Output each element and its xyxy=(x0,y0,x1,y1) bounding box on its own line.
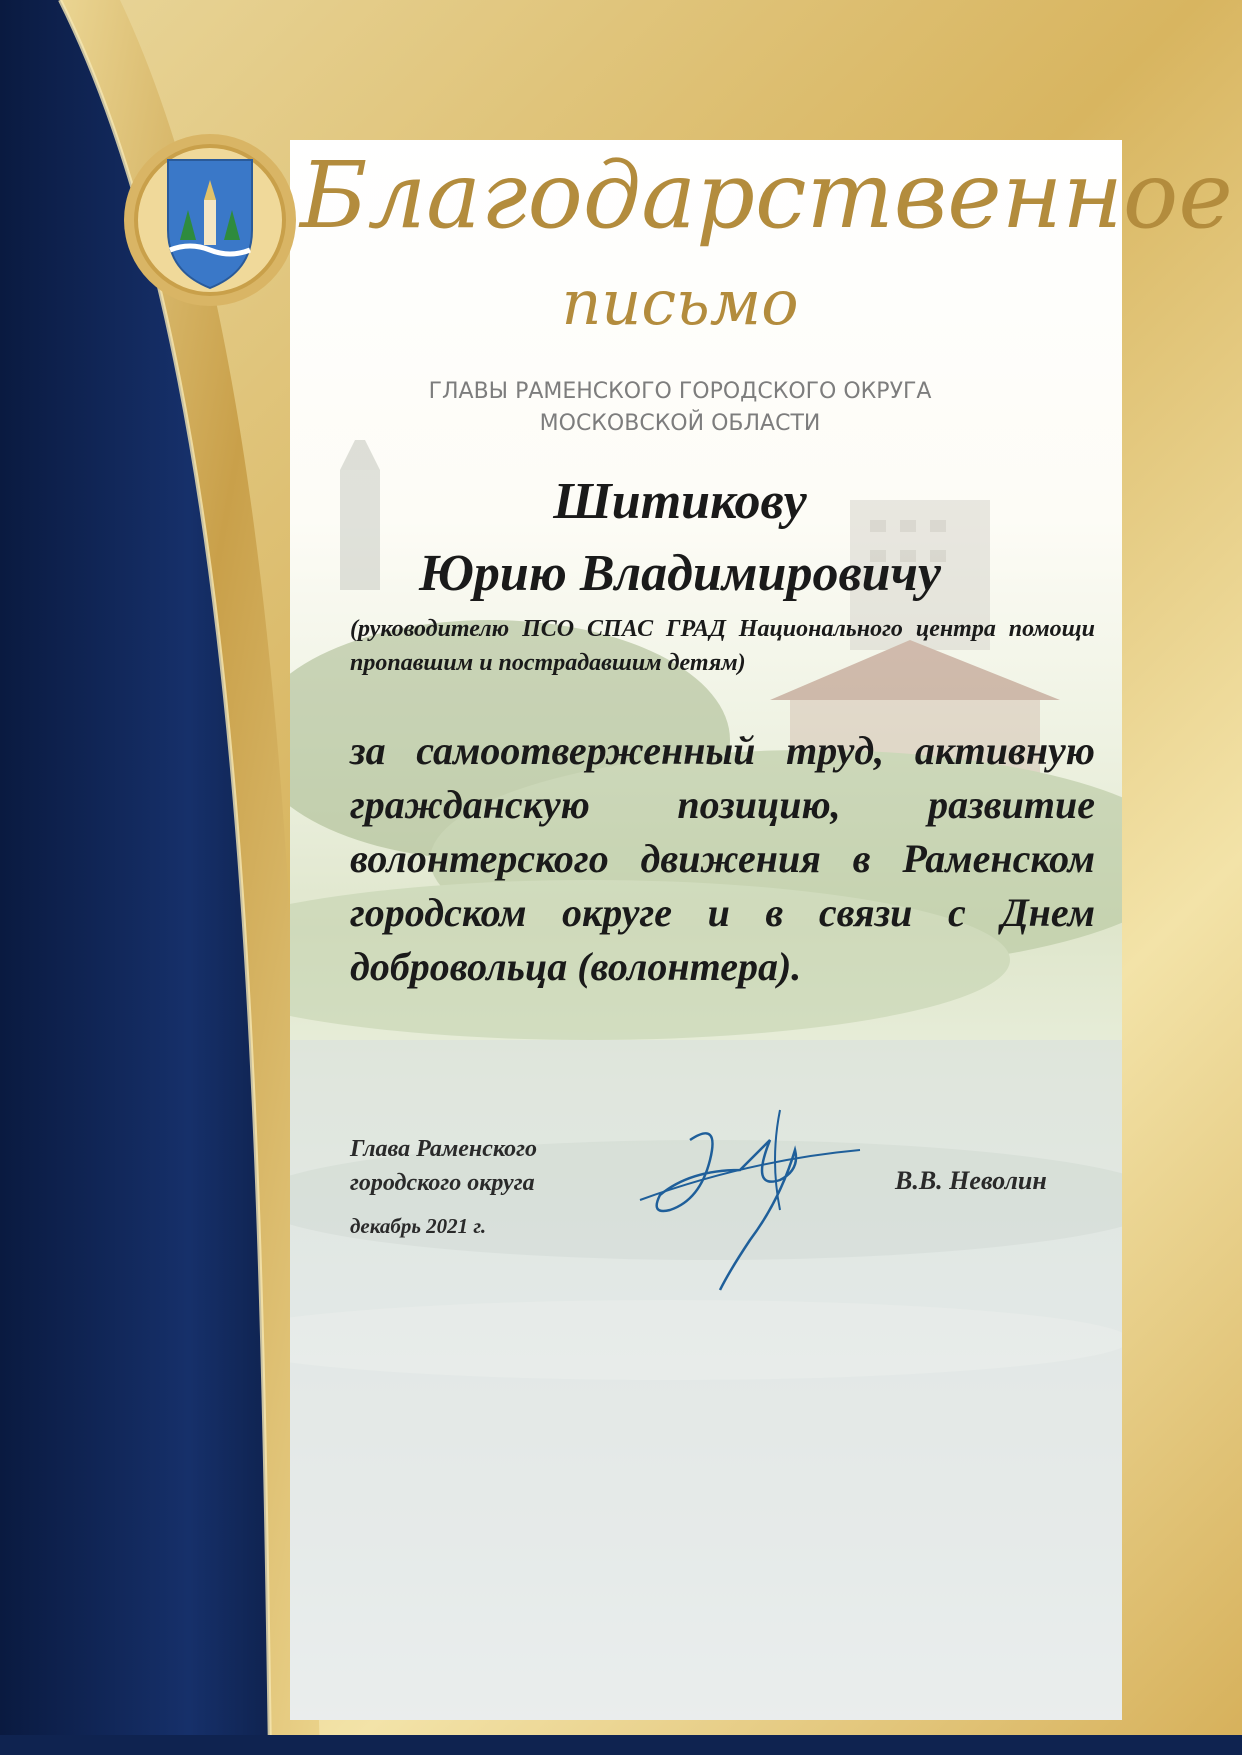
certificate-title: Благодарственное xyxy=(300,142,1233,249)
recipient-surname: Шитикову xyxy=(553,473,807,530)
signer-title-line-2: городского округа xyxy=(350,1170,535,1196)
issue-date: декабрь 2021 г. xyxy=(350,1214,487,1238)
issuer xyxy=(300,376,1060,440)
issuer-line-2: МОСКОВСКОЙ ОБЛАСТИ xyxy=(539,411,821,436)
signer-title xyxy=(350,1132,610,1200)
signer-title-line-1: Глава Раменского xyxy=(350,1136,538,1162)
recipient-given-names: Юрию Владимировичу xyxy=(419,545,941,602)
signer-name: В.В. Неволин xyxy=(895,1166,1047,1195)
issuer-line-1: ГЛАВЫ РАМЕНСКОГО ГОРОДСКОГО ОКРУГА xyxy=(428,379,932,404)
recipient-role: (руководителю ПСО СПАС ГРАД Национального центра помощи пропавшим и пострадавшим детям) xyxy=(350,616,1095,676)
ramenskoye-coat-of-arms-icon xyxy=(120,130,300,310)
certificate-title-second-line: письмо xyxy=(561,266,799,339)
handwritten-signature xyxy=(630,1100,870,1300)
award-reason: за самоотверженный труд, активную гражданскую позицию, развитие волонтерского движения в Раменском городском округе и в связи с Днем добровольца (волонтера). xyxy=(350,728,1095,989)
